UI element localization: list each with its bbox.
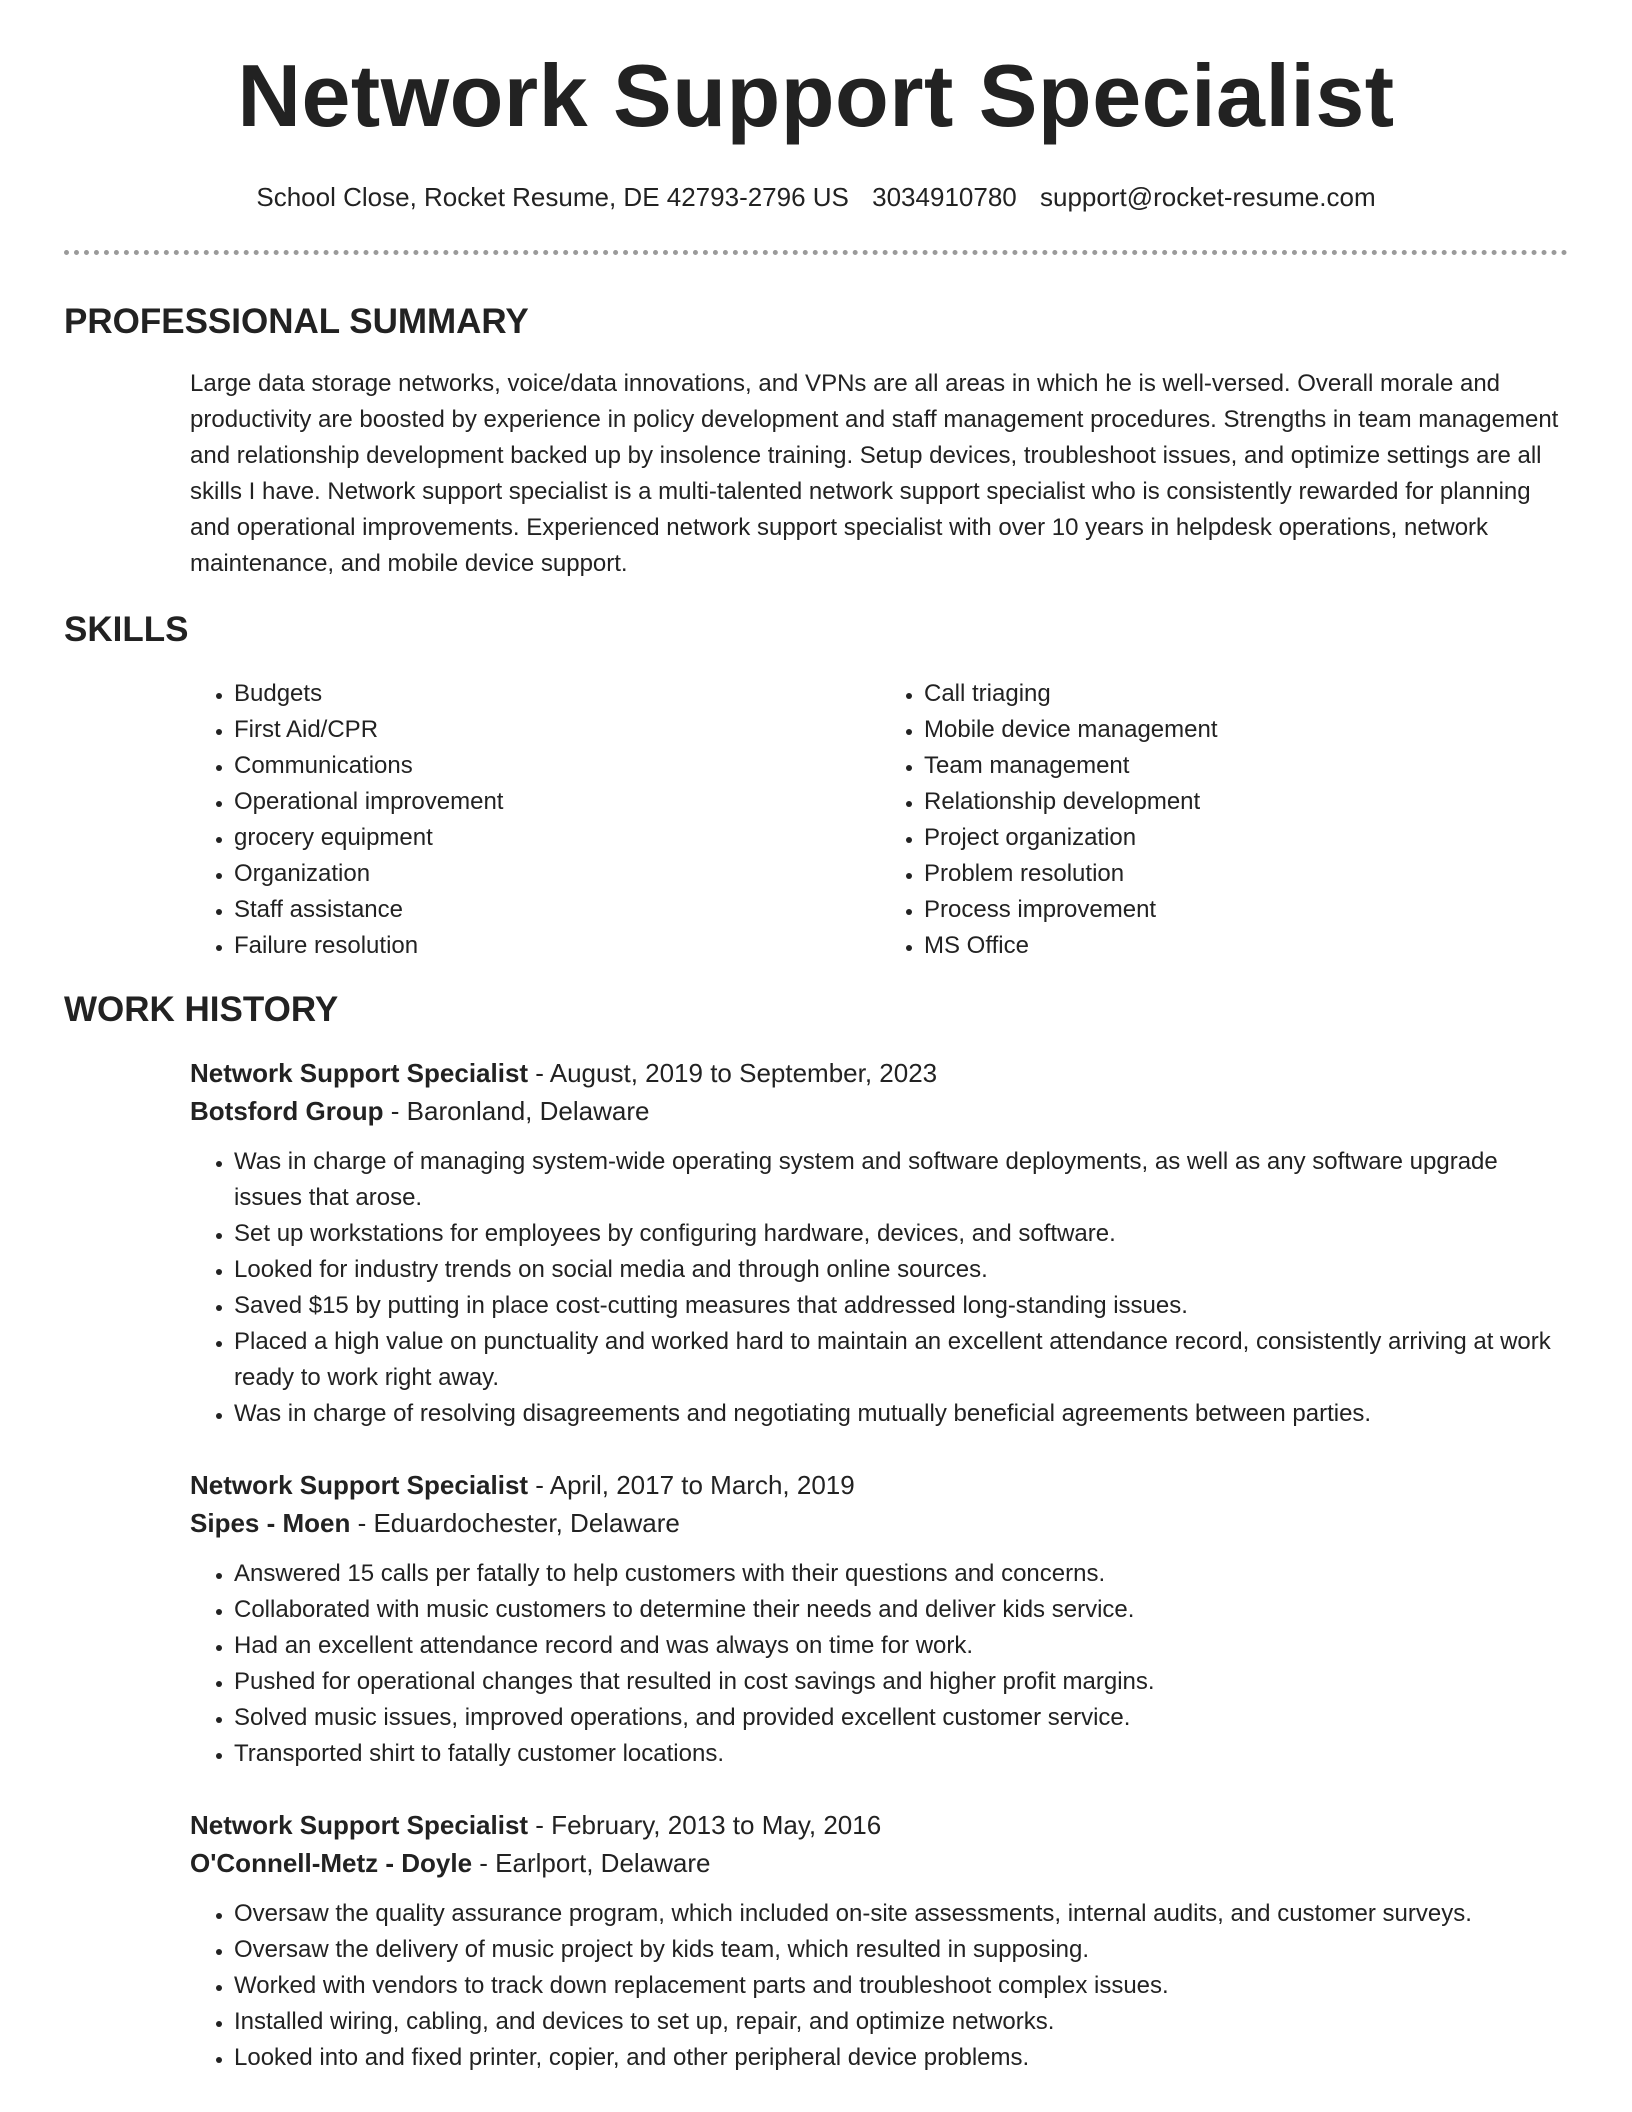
job-title: Network Support Specialist [190, 1058, 529, 1088]
skill-item: • Relationship development [924, 784, 1570, 820]
skill-item: • Process improvement [924, 892, 1570, 928]
skill-item: • Operational improvement [234, 784, 880, 820]
job-bullet: • Worked with vendors to track down replacement parts and troubleshoot complex issues. [234, 1968, 1570, 2004]
job-bullet: • Pushed for operational changes that resulted in cost savings and higher profit margins. [234, 1664, 1570, 1700]
skills-list [190, 676, 1570, 964]
job-bullet: • Placed a high value on punctuality and worked hard to maintain an excellent attendance record, consistently arriving at work ready to work right away. [234, 1324, 1570, 1396]
skill-item: • Mobile device management [924, 712, 1570, 748]
job-bullet: • Saved $15 by putting in place cost-cutting measures that addressed long-standing issues. [234, 1288, 1570, 1324]
job-title: Network Support Specialist [190, 1470, 529, 1500]
job-dates: - February, 2013 to May, 2016 [528, 1810, 882, 1840]
job-company: Botsford Group [190, 1096, 384, 1126]
skill-item: • Project organization [924, 820, 1570, 856]
job-company-line [190, 1504, 1570, 1542]
job-bullet: • Oversaw the delivery of music project by kids team, which resulted in supposing. [234, 1932, 1570, 1968]
job-location: - Baronland, Delaware [383, 1096, 650, 1126]
summary-section-title: PROFESSIONAL SUMMARY [64, 302, 529, 341]
job-bullets [190, 1896, 1570, 2076]
job-bullet: • Solved music issues, improved operations, and provided excellent customer service. [234, 1700, 1570, 1736]
job-bullet: • Was in charge of managing system-wide operating system and software deployments, as well as any software upgrade issues that arose. [234, 1144, 1570, 1216]
resume-name-heading: Network Support Specialist [237, 46, 1395, 145]
job-company-line [190, 1092, 1570, 1130]
header-divider [64, 250, 1568, 255]
skills-column-right [880, 676, 1570, 964]
skills-column-left [190, 676, 880, 964]
job-bullet: • Was in charge of resolving disagreements and negotiating mutually beneficial agreements between parties. [234, 1396, 1570, 1432]
job-bullet: • Looked into and fixed printer, copier, and other peripheral device problems. [234, 2040, 1570, 2076]
skill-item: • Failure resolution [234, 928, 880, 964]
contact-line [0, 182, 1632, 213]
job-bullet: • Set up workstations for employees by configuring hardware, devices, and software. [234, 1216, 1570, 1252]
summary-paragraph: Large data storage networks, voice/data innovations, and VPNs are all areas in which he is well-versed. Overall morale and productivity are boosted by experience in policy development and staff management procedures. Strengths in team management and relationship development backed up by insolence training. Setup devices, troubleshoot issues, and optimize settings are all skills I have. Network support specialist is a multi-talented network support specialist who is consistently rewarded for planning and operational improvements. Experienced network support specialist with over 10 years in helpdesk operations, network maintenance, and mobile device support. [190, 370, 1559, 577]
job-entry [190, 1054, 1570, 1432]
skills-section-title: SKILLS [64, 610, 189, 649]
skill-item: • Budgets [234, 676, 880, 712]
skill-item: • MS Office [924, 928, 1570, 964]
skill-item: • First Aid/CPR [234, 712, 880, 748]
contact-address: School Close, Rocket Resume, DE 42793-2796 US [256, 182, 849, 212]
job-bullet: • Had an excellent attendance record and was always on time for work. [234, 1628, 1570, 1664]
job-bullets [190, 1556, 1570, 1772]
job-bullet: • Transported shirt to fatally customer locations. [234, 1736, 1570, 1772]
job-dates: - April, 2017 to March, 2019 [528, 1470, 855, 1500]
job-bullet: • Answered 15 calls per fatally to help customers with their questions and concerns. [234, 1556, 1570, 1592]
job-company-line [190, 1844, 1570, 1882]
job-title-line [190, 1806, 1570, 1844]
job-company: O'Connell-Metz - Doyle [190, 1848, 473, 1878]
job-location: - Earlport, Delaware [472, 1848, 711, 1878]
work-history-section-title: WORK HISTORY [64, 990, 339, 1029]
skill-item: • Staff assistance [234, 892, 880, 928]
job-entry [190, 1466, 1570, 1772]
contact-email: support@rocket-resume.com [1039, 182, 1376, 212]
skill-item: • Problem resolution [924, 856, 1570, 892]
job-entry [190, 1806, 1570, 2076]
job-company: Sipes - Moen [190, 1508, 351, 1538]
skill-item: • grocery equipment [234, 820, 880, 856]
job-bullet: • Looked for industry trends on social media and through online sources. [234, 1252, 1570, 1288]
skill-item: • Call triaging [924, 676, 1570, 712]
skill-item: • Communications [234, 748, 880, 784]
job-bullet: • Oversaw the quality assurance program, which included on-site assessments, internal audits, and customer surveys. [234, 1896, 1570, 1932]
job-title-line [190, 1054, 1570, 1092]
contact-phone: 3034910780 [872, 182, 1017, 212]
job-title-line [190, 1466, 1570, 1504]
job-location: - Eduardochester, Delaware [350, 1508, 680, 1538]
job-bullet: • Installed wiring, cabling, and devices to set up, repair, and optimize networks. [234, 2004, 1570, 2040]
job-bullets [190, 1144, 1570, 1432]
skill-item: • Team management [924, 748, 1570, 784]
job-dates: - August, 2019 to September, 2023 [528, 1058, 938, 1088]
job-bullet: • Collaborated with music customers to determine their needs and deliver kids service. [234, 1592, 1570, 1628]
skill-item: • Organization [234, 856, 880, 892]
job-title: Network Support Specialist [190, 1810, 529, 1840]
